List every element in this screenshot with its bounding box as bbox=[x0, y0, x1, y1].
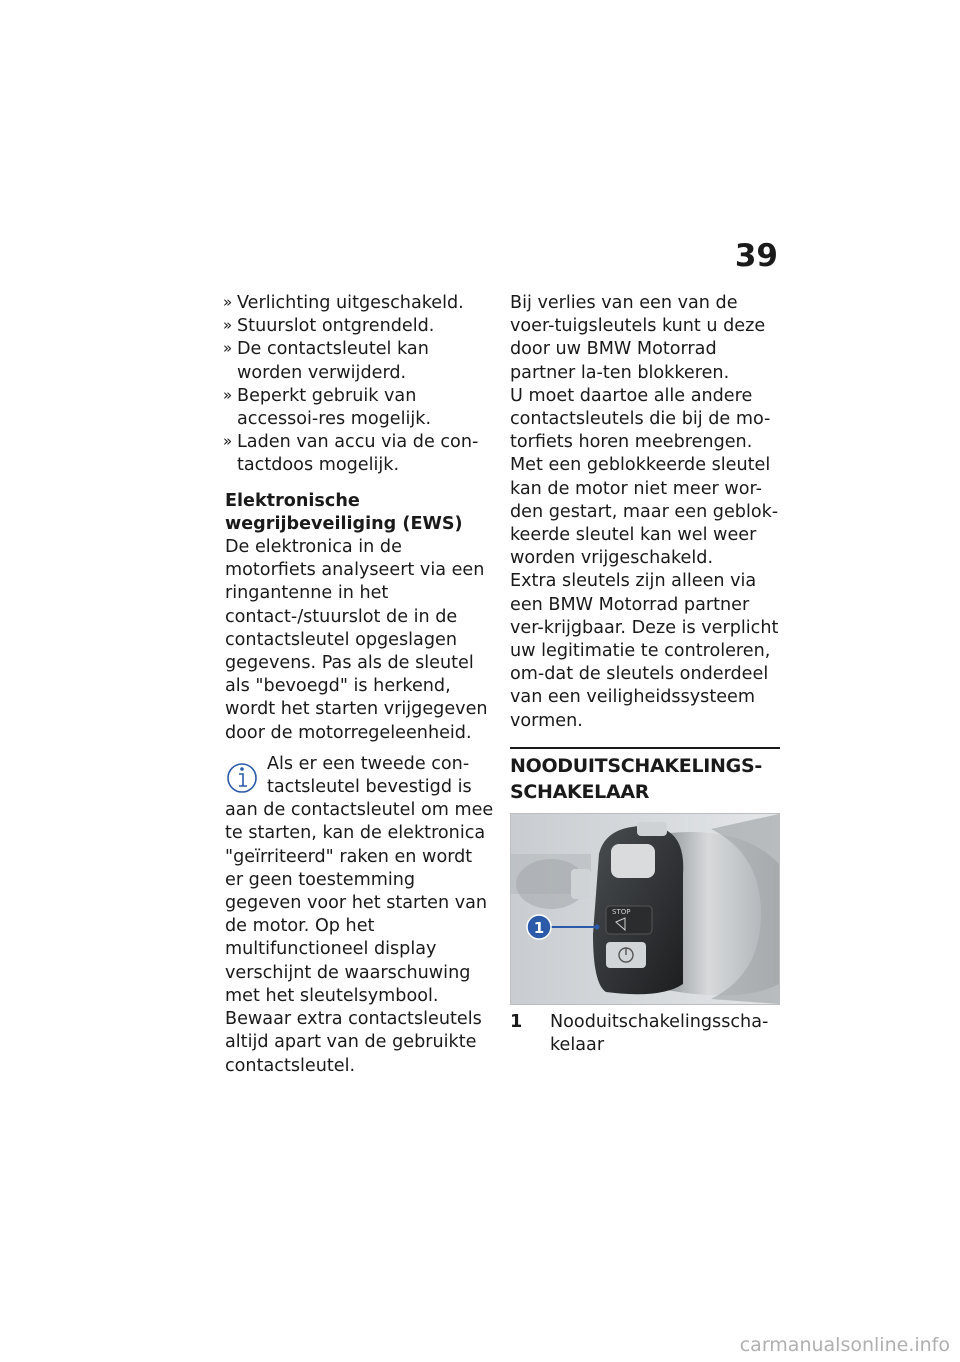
right-paragraph-2: U moet daartoe alle andere contactsleutels die bij de mo-torfiets horen meebrengen. bbox=[510, 385, 771, 453]
list-item: » Stuurslot ontgrendeld. bbox=[225, 315, 495, 338]
watermark: carmanualsonline.info bbox=[739, 1334, 950, 1356]
legend-text: Nooduitschakelingsscha-kelaar bbox=[550, 1011, 769, 1056]
note-text: aan de contactsleutel om mee te starten, kan de elektronica "geïrriteerd" raken en wordt er geen toestemming gegeven voor het starten van de motor. Op het multifunctioneel display verschijnt de waarschuwing met het sleutelsymbool. bbox=[225, 800, 494, 1006]
page-number: 39 bbox=[734, 238, 778, 274]
chapter-heading: NOODUITSCHAKELINGS-SCHAKELAAR bbox=[510, 754, 762, 803]
handlebar-illustration bbox=[511, 814, 779, 1004]
stop-label: STOP bbox=[612, 907, 631, 916]
list-item: » Beperkt gebruik van accessoi-res mogelijk. bbox=[225, 385, 495, 431]
info-note bbox=[225, 753, 495, 1008]
handlebar-switch-figure bbox=[510, 813, 780, 1005]
ews-paragraph: De elektronica in de motorfiets analyseert via een ringantenne in het contact-/stuurslot de in de contactsleutel opgeslagen gegevens. Pas als de sleutel als "bevoegd" is herkend, wordt het starten vrijgegeven door de motorregeleenheid. bbox=[225, 537, 488, 743]
right-paragraph-3: Met een geblokkeerde sleutel kan de motor niet meer wor-den gestart, maar een geblok-keerde sleutel kan wel weer worden vrijgeschakeld. bbox=[510, 455, 779, 569]
note-first-line: Als er een tweede con-tactsleutel bevestigd is bbox=[267, 753, 472, 798]
info-icon bbox=[225, 757, 259, 797]
callout-number: 1 bbox=[533, 918, 545, 937]
left-column bbox=[225, 292, 495, 1078]
right-column bbox=[510, 292, 780, 1057]
chapter-rule bbox=[510, 747, 780, 749]
list-item: » Laden van accu via de con-tactdoos mogelijk. bbox=[225, 431, 495, 477]
list-item: » De contactsleutel kan worden verwijderd. bbox=[225, 338, 495, 384]
status-bullet-list bbox=[225, 292, 495, 478]
list-item: » Verlichting uitgeschakeld. bbox=[225, 292, 495, 315]
legend-number: 1 bbox=[510, 1011, 523, 1032]
closing-paragraph: Bewaar extra contactsleutels altijd apart van de gebruikte contactsleutel. bbox=[225, 1009, 482, 1076]
figure-legend bbox=[510, 1011, 780, 1057]
right-paragraph-4: Extra sleutels zijn alleen via een BMW Motorrad partner ver-krijgbaar. Deze is verplicht uw legitimatie te controleren, om-dat de sleutels onderdeel van een veiligheidssysteem vormen. bbox=[510, 571, 779, 731]
section-heading-ews: Elektronische wegrijbeveiliging (EWS) bbox=[225, 490, 463, 534]
right-paragraph-1: Bij verlies van een van de voer-tuigsleutels kunt u deze door uw BMW Motorrad partner la-ten blokkeren. bbox=[510, 293, 766, 383]
